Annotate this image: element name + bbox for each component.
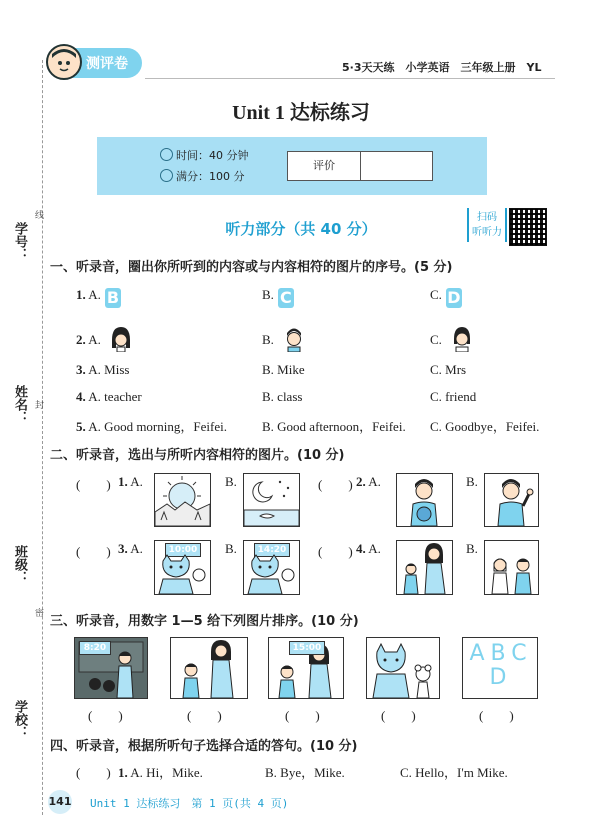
scan-text-1: 扫码: [477, 212, 497, 223]
q2-item-2: [356, 474, 381, 490]
q1-item-3-b[interactable]: B. Mike: [262, 362, 305, 377]
q1-item-1-c[interactable]: [430, 287, 462, 308]
q1-opt-4a: A. teacher: [88, 389, 142, 404]
teacher-boy-picture[interactable]: [170, 637, 248, 699]
q4-num-1: 1.: [118, 765, 128, 780]
seal-dense-mark: 密: [33, 608, 43, 617]
teacher-boy-afternoon-picture[interactable]: [268, 637, 344, 699]
seal-seal-mark: 封: [33, 400, 43, 409]
boy-face-icon: [283, 326, 305, 352]
page-title: Unit 1 达标练习: [232, 102, 370, 124]
q1-item-5-a[interactable]: [76, 416, 227, 435]
q1-item-5-b[interactable]: B. Good afternoon，Feifei.: [262, 419, 406, 434]
q2-item-1: [118, 474, 143, 490]
series-label: 5·3天天练 小学英语 三年级上册 YL: [342, 61, 542, 74]
q1-item-5-c[interactable]: C. Goodbye，Feifei.: [430, 419, 540, 434]
q2-1-a-label: A.: [130, 474, 143, 489]
night-moon-picture[interactable]: [243, 473, 300, 527]
name-label: 姓名：: [12, 385, 27, 424]
q4-heading: 四、听录音，根据所听句子选择合适的答句。(10 分): [50, 739, 358, 754]
boy-waving-picture[interactable]: [484, 473, 539, 527]
q1-item-4-a[interactable]: [76, 389, 142, 405]
q2-heading: 二、听录音，选出与所听内容相符的图片。(10 分): [50, 448, 345, 463]
girl-boy-picture[interactable]: [484, 540, 539, 595]
q2-2-b-label: B.: [466, 474, 478, 489]
sunrise-picture[interactable]: [154, 473, 211, 527]
q1-num-2: 2.: [76, 332, 86, 347]
q2-3-a-label: A.: [130, 541, 143, 556]
listening-section-title: 听力部分（共 40 分）: [225, 220, 377, 238]
q2-4-a-label: A.: [368, 541, 381, 556]
time-text: 时间：40 分钟: [176, 149, 249, 162]
time-sign-1500: 15:00: [289, 641, 325, 655]
q4-answer-blank-1[interactable]: ( ): [76, 765, 111, 780]
q1-opt-1c: C.: [430, 287, 442, 302]
q1-item-3-a[interactable]: [76, 362, 129, 378]
q1-num-1: 1.: [76, 287, 86, 302]
school-label: 学校：: [12, 700, 27, 739]
q4-item-1-b[interactable]: B. Bye，Mike.: [265, 765, 345, 780]
q2-answer-blank-1[interactable]: ( ): [76, 477, 111, 492]
q3-blank-4[interactable]: ( ): [381, 708, 416, 723]
q2-3-b-label: B.: [225, 541, 237, 556]
seal-line-mark: 线: [33, 210, 43, 219]
abcd-letters: ABCD: [469, 641, 533, 690]
q3-blank-1[interactable]: ( ): [88, 708, 123, 723]
woman-face-icon: [451, 326, 473, 352]
q4-item-1-c[interactable]: C. Hello，I'm Mike.: [400, 765, 508, 780]
q1-opt-3a: A. Miss: [88, 362, 130, 377]
q3-blank-5[interactable]: ( ): [479, 708, 514, 723]
binding-rule: [42, 60, 43, 815]
time-sign-14: 14:20: [254, 543, 290, 557]
q1-item-4-b[interactable]: B. class: [262, 389, 303, 404]
q3-blank-3[interactable]: ( ): [285, 708, 320, 723]
boy-with-ball-picture[interactable]: [396, 473, 453, 527]
q1-num-5: 5.: [76, 419, 86, 434]
evaluation-field[interactable]: [362, 152, 432, 180]
q2-answer-blank-4[interactable]: ( ): [318, 544, 353, 559]
q3-blank-2[interactable]: ( ): [187, 708, 222, 723]
q2-num-3: 3.: [118, 541, 128, 556]
q4-item-1-a[interactable]: [118, 762, 203, 781]
q1-opt-2b: B.: [262, 332, 274, 347]
q1-num-4: 4.: [76, 389, 86, 404]
q1-item-3-c[interactable]: C. Mrs: [430, 362, 467, 377]
cat-mouse-10am-picture[interactable]: [154, 540, 211, 595]
q1-opt-1a: A.: [88, 287, 101, 302]
girl-face-icon: [110, 326, 132, 352]
q1-opt-2c: C.: [430, 332, 442, 347]
time-sign-820: 8:20: [79, 641, 111, 655]
q2-num-4: 4.: [356, 541, 366, 556]
badge-label: 测评卷: [86, 56, 128, 72]
check-icon: [160, 169, 173, 182]
q1-item-1-b[interactable]: [262, 287, 294, 308]
page-number: 141: [48, 795, 72, 808]
q1-item-4-c[interactable]: C. friend: [430, 389, 477, 404]
q1-item-2-a[interactable]: [76, 326, 132, 352]
footer-text: Unit 1 达标练习 第 1 页(共 4 页): [90, 797, 289, 810]
q2-answer-blank-2[interactable]: ( ): [318, 477, 353, 492]
q1-heading: 一、听录音，圈出你所听到的内容或与内容相符的图片的序号。(5 分): [50, 260, 453, 275]
evaluation-label: 评价: [288, 152, 361, 180]
qr-code-icon[interactable]: [509, 208, 547, 246]
q1-item-2-c[interactable]: [430, 326, 473, 352]
q1-opt-2a: A.: [88, 332, 101, 347]
score-row: [160, 168, 245, 184]
letters-abcd-picture[interactable]: [462, 637, 538, 699]
header-divider: [145, 78, 555, 79]
q2-num-2: 2.: [356, 474, 366, 489]
q1-opt-5a: A. Good morning，Feifei.: [88, 419, 227, 434]
letter-d-icon: D: [447, 288, 461, 307]
score-text: 满分：100 分: [176, 170, 245, 183]
q2-num-1: 1.: [118, 474, 128, 489]
q3-heading: 三、听录音，用数字 1—5 给下列图片排序。(10 分): [50, 614, 359, 629]
evaluation-box: [287, 151, 433, 181]
time-row: [160, 147, 249, 163]
woman-boy-picture[interactable]: [396, 540, 453, 595]
clock-icon: [160, 148, 173, 161]
scan-label: [467, 208, 507, 242]
q4-opt-a: A. Hi，Mike.: [130, 765, 203, 780]
q2-1-b-label: B.: [225, 474, 237, 489]
cat-mouse-picture[interactable]: [366, 637, 440, 699]
letter-b-icon: B: [106, 288, 120, 307]
class-label: 班级：: [12, 545, 27, 584]
q1-opt-1b: B.: [262, 287, 274, 302]
scan-text-2: 听听力: [472, 227, 502, 238]
q1-num-3: 3.: [76, 362, 86, 377]
student-id-label: 学号：: [12, 222, 27, 261]
cat-mouse-2pm-picture[interactable]: [243, 540, 300, 595]
mascot-face-icon: [46, 44, 82, 80]
q2-item-4: [356, 541, 381, 557]
q2-4-b-label: B.: [466, 541, 478, 556]
letter-c-icon: C: [278, 288, 294, 308]
q2-item-3: [118, 541, 143, 557]
q2-answer-blank-3[interactable]: ( ): [76, 544, 111, 559]
q1-item-2-b[interactable]: [262, 326, 305, 352]
q1-item-1-a[interactable]: [76, 287, 121, 308]
q2-2-a-label: A.: [368, 474, 381, 489]
time-sign-10: 10:00: [165, 543, 201, 557]
classroom-picture[interactable]: [74, 637, 148, 699]
